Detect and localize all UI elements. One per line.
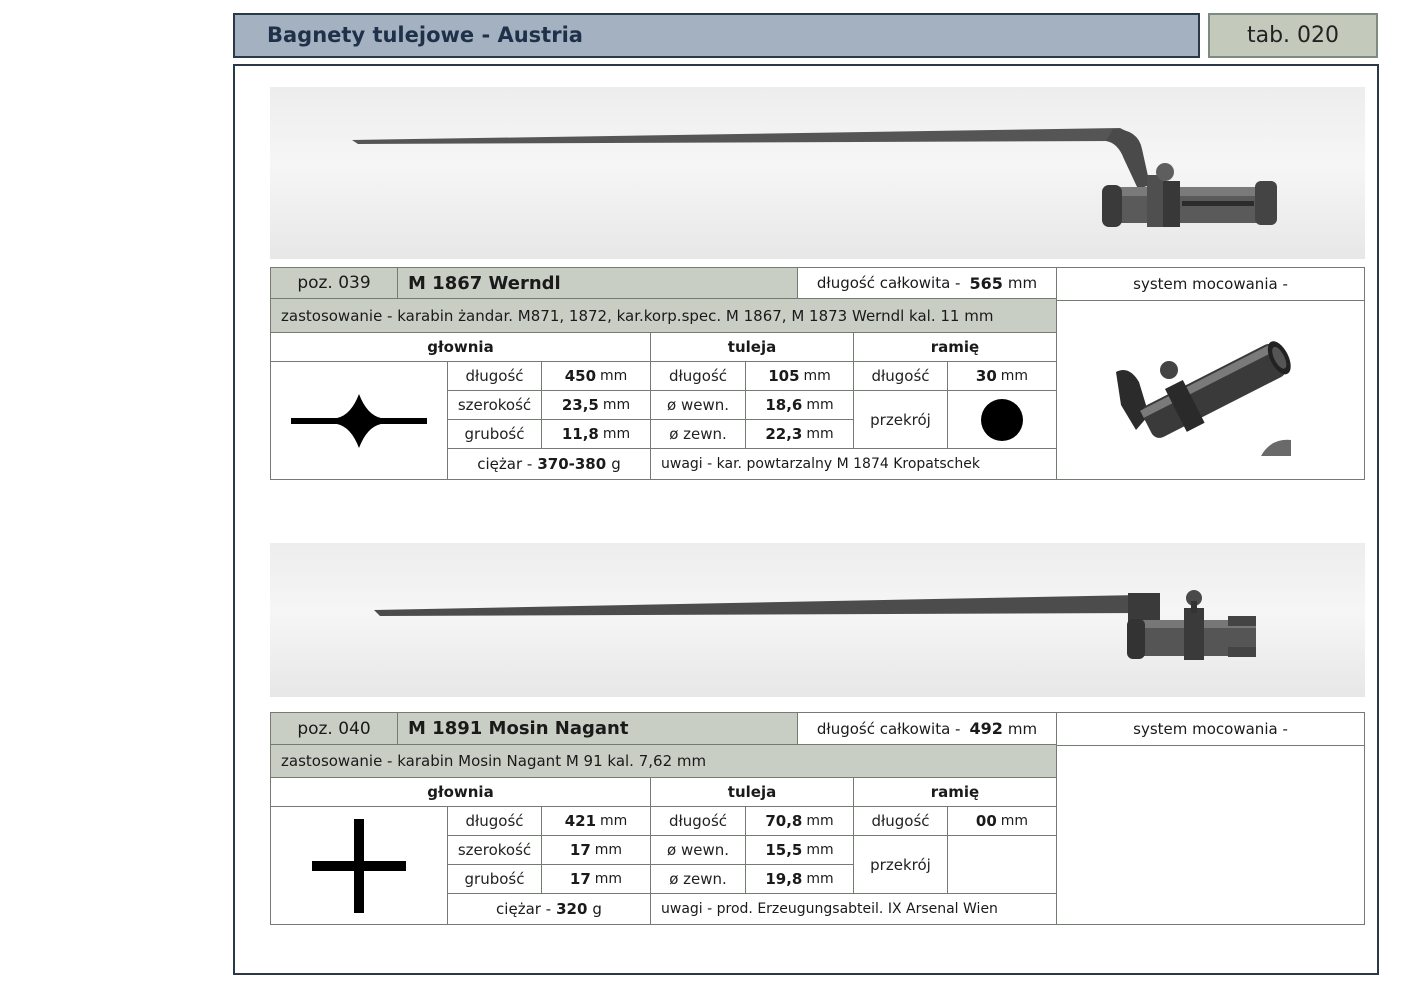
- unit: mm: [1000, 368, 1029, 384]
- table-number: tab. 020: [1208, 13, 1378, 58]
- unit: mm: [594, 871, 623, 887]
- value: 70,8: [765, 812, 803, 830]
- socket-inner-diameter-label: ø wewn.: [650, 835, 746, 865]
- blade-thickness-value: [541, 419, 651, 449]
- weight: [447, 893, 651, 925]
- unit: mm: [806, 426, 834, 442]
- blade-length-value: [541, 806, 651, 836]
- arm-length-value: [947, 361, 1057, 391]
- position-number: poz. 039: [270, 267, 398, 299]
- socket-header: tuleja: [650, 777, 854, 807]
- total-length-label: długość całkowita -: [816, 719, 961, 738]
- mounting-system-label: system mocowania -: [1056, 267, 1365, 301]
- blade-width-label: szerokość: [447, 390, 542, 420]
- unit: mm: [600, 813, 628, 829]
- round-section-icon: [980, 398, 1024, 442]
- bayonet-040-image: [270, 543, 1365, 697]
- total-length-unit: mm: [1007, 719, 1038, 738]
- socket-outer-diameter-value: [745, 419, 854, 449]
- value: 23,5: [561, 396, 599, 414]
- weight-label: ciężar -: [477, 455, 533, 473]
- blade-cross-section: [270, 806, 448, 925]
- arm-length-label: długość: [853, 361, 948, 391]
- total-length-unit: mm: [1007, 274, 1038, 292]
- arm-section-shape: [947, 390, 1057, 449]
- blade-width-value: [541, 390, 651, 420]
- arm-section-label: przekrój: [853, 835, 948, 894]
- mounting-system-image: [1056, 300, 1365, 480]
- socket-outer-diameter-value: [745, 864, 854, 894]
- unit: mm: [806, 842, 834, 858]
- unit: mm: [602, 397, 631, 413]
- blade-cross-section: [270, 361, 448, 480]
- socket-outer-diameter-label: ø zewn.: [650, 864, 746, 894]
- blade-thickness-value: [541, 864, 651, 894]
- blade-width-label: szerokość: [447, 835, 542, 865]
- blade-width-value: [541, 835, 651, 865]
- blade-header: głownia: [270, 332, 651, 362]
- value: 11,8: [561, 425, 599, 443]
- socket-length-value: [745, 361, 854, 391]
- value: 30: [975, 367, 997, 385]
- weight-value: 370-380: [537, 455, 607, 473]
- total-length: [797, 712, 1057, 745]
- socket-closeup-image: [1111, 320, 1311, 460]
- unit: mm: [806, 813, 834, 829]
- socket-inner-diameter-value: [745, 835, 854, 865]
- bayonet-photo-039: [270, 87, 1365, 259]
- arm-length-label: długość: [853, 806, 948, 836]
- cruciform-profile-icon: [309, 816, 409, 916]
- unit: mm: [803, 368, 831, 384]
- page-title: Bagnety tulejowe - Austria: [233, 13, 1200, 58]
- socket-header: tuleja: [650, 332, 854, 362]
- blade-thickness-label: grubość: [447, 864, 542, 894]
- blade-thickness-label: grubość: [447, 419, 542, 449]
- total-length-value: 565: [969, 273, 1003, 293]
- unit: mm: [600, 368, 628, 384]
- blade-length-label: długość: [447, 806, 542, 836]
- model-name: M 1867 Werndl: [397, 267, 798, 299]
- arm-section-shape: [947, 835, 1057, 894]
- arm-section-label: przekrój: [853, 390, 948, 449]
- arm-header: ramię: [853, 777, 1057, 807]
- model-name: M 1891 Mosin Nagant: [397, 712, 798, 745]
- value: 22,3: [765, 425, 803, 443]
- usage-text: zastosowanie - karabin żandar. M871, 1872, kar.korp.spec. M 1867, M 1873 Werndl kal. 11 mm: [270, 298, 1057, 333]
- blade-length-value: [541, 361, 651, 391]
- value: 421: [564, 812, 597, 830]
- value: 105: [768, 367, 800, 385]
- total-length: [797, 267, 1057, 299]
- total-length-value: 492: [969, 719, 1003, 738]
- unit: mm: [594, 842, 623, 858]
- value: 00: [975, 812, 997, 830]
- usage-text: zastosowanie - karabin Mosin Nagant M 91 kal. 7,62 mm: [270, 744, 1057, 778]
- blade-header: głownia: [270, 777, 651, 807]
- unit: mm: [806, 397, 834, 413]
- weight-unit: g: [611, 455, 621, 473]
- weight: [447, 448, 651, 480]
- weight-unit: g: [592, 900, 602, 918]
- blade-profile-icon: [289, 391, 429, 451]
- bayonet-photo-040: [270, 543, 1365, 697]
- socket-length-label: długość: [650, 361, 746, 391]
- weight-value: 320: [556, 900, 588, 918]
- value: 19,8: [765, 870, 803, 888]
- value: 17: [569, 870, 591, 888]
- socket-length-value: [745, 806, 854, 836]
- value: 17: [569, 841, 591, 859]
- socket-inner-diameter-label: ø wewn.: [650, 390, 746, 420]
- notes: uwagi - kar. powtarzalny M 1874 Kropatschek: [650, 448, 1057, 480]
- bayonet-039-image: [270, 87, 1365, 259]
- socket-inner-diameter-value: [745, 390, 854, 420]
- total-length-label: długość całkowita -: [816, 274, 961, 292]
- mounting-system-label: system mocowania -: [1056, 712, 1365, 746]
- notes: uwagi - prod. Erzeugungsabteil. IX Arsenal Wien: [650, 893, 1057, 925]
- blade-length-label: długość: [447, 361, 542, 391]
- socket-length-label: długość: [650, 806, 746, 836]
- socket-outer-diameter-label: ø zewn.: [650, 419, 746, 449]
- unit: mm: [806, 871, 834, 887]
- unit: mm: [1000, 813, 1029, 829]
- value: 450: [564, 367, 597, 385]
- value: 15,5: [765, 841, 803, 859]
- mounting-system-image: [1056, 745, 1365, 925]
- value: 18,6: [765, 396, 803, 414]
- arm-length-value: [947, 806, 1057, 836]
- weight-label: ciężar -: [496, 900, 552, 918]
- arm-header: ramię: [853, 332, 1057, 362]
- position-number: poz. 040: [270, 712, 398, 745]
- unit: mm: [602, 426, 631, 442]
